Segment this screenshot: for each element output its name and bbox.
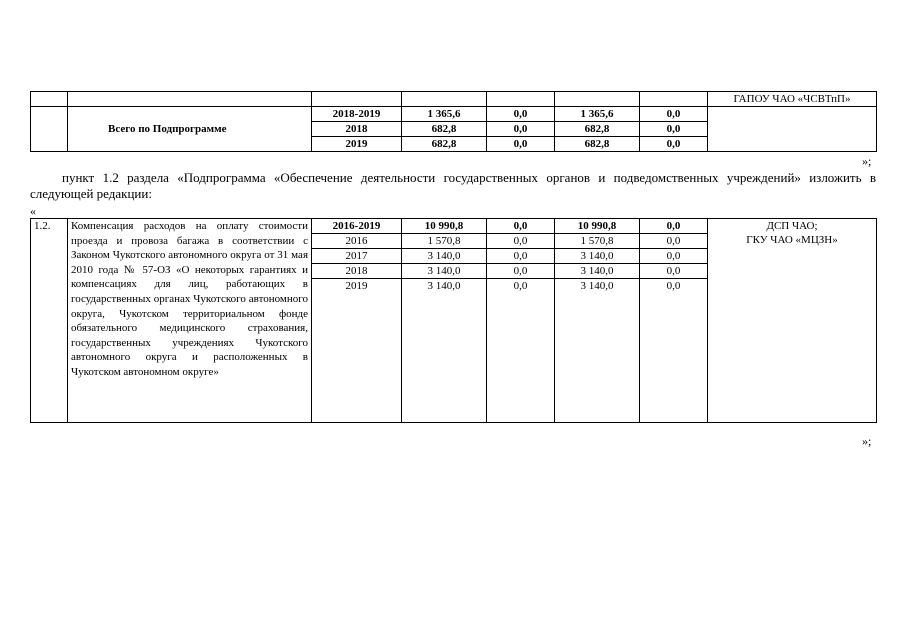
other-cell: 0,0 [640, 234, 708, 249]
other-cell: 0,0 [640, 279, 708, 423]
okrug-cell: 682,8 [555, 122, 640, 137]
total-cell: 3 140,0 [402, 249, 487, 264]
executor-cell [708, 219, 877, 423]
federal-cell: 0,0 [487, 107, 555, 122]
total-label: Всего по Подпрограмме [68, 107, 312, 152]
okrug-cell: 1 365,6 [555, 107, 640, 122]
okrug-cell: 3 140,0 [555, 264, 640, 279]
period-cell: 2019 [312, 279, 402, 423]
measure-table [30, 218, 877, 423]
okrug-cell: 3 140,0 [555, 279, 640, 423]
other-cell: 0,0 [640, 107, 708, 122]
amendment-paragraph [30, 170, 876, 202]
period-cell: 2018-2019 [312, 107, 402, 122]
okrug-cell: 10 990,8 [555, 219, 640, 234]
period-cell: 2018 [312, 264, 402, 279]
federal-cell: 0,0 [487, 219, 555, 234]
executor-cell: ГАПОУ ЧАО «ЧСВТпП» [708, 92, 877, 107]
other-cell: 0,0 [640, 219, 708, 234]
federal-cell: 0,0 [487, 279, 555, 423]
total-cell: 3 140,0 [402, 264, 487, 279]
total-cell: 1 570,8 [402, 234, 487, 249]
federal-cell: 0,0 [487, 137, 555, 152]
okrug-cell: 3 140,0 [555, 249, 640, 264]
period-cell: 2016-2019 [312, 219, 402, 234]
subprogram-total-table [30, 91, 877, 152]
total-cell: 682,8 [402, 122, 487, 137]
period-cell: 2019 [312, 137, 402, 152]
total-cell: 10 990,8 [402, 219, 487, 234]
total-cell: 1 365,6 [402, 107, 487, 122]
period-cell: 2018 [312, 122, 402, 137]
okrug-cell: 682,8 [555, 137, 640, 152]
other-cell: 0,0 [640, 249, 708, 264]
opening-quote: « [30, 204, 36, 218]
federal-cell: 0,0 [487, 234, 555, 249]
federal-cell: 0,0 [487, 122, 555, 137]
federal-cell: 0,0 [487, 264, 555, 279]
closing-quote: »; [862, 434, 872, 448]
other-cell: 0,0 [640, 122, 708, 137]
executor-line: ГКУ ЧАО «МЦЗН» [746, 234, 838, 246]
item-number: 1.2. [31, 219, 68, 423]
total-cell: 682,8 [402, 137, 487, 152]
other-cell: 0,0 [640, 264, 708, 279]
federal-cell: 0,0 [487, 249, 555, 264]
okrug-cell: 1 570,8 [555, 234, 640, 249]
other-cell: 0,0 [640, 137, 708, 152]
paragraph-text: пункт 1.2 раздела «Подпрограмма «Обеспечение деятельности государственных органов и подведомственных учреждений» изложить в следующей редакции: [30, 170, 876, 201]
measure-description: Компенсация расходов на оплату стоимости проезда и провоза багажа в соответствии с Законом Чукотского автономного округа от 31 мая 2010 года № 57-ОЗ «О некоторых гарантиях и компенсациях для лиц, работающих в государственных органах Чукотского автономного округа, Чукотском территориальном фонде обязательного медицинского страхования, государственных учреждениях Чукотского автономного округа и расположенных в Чукотском автономном округе» [68, 219, 312, 423]
total-cell: 3 140,0 [402, 279, 487, 423]
closing-quote: »; [862, 154, 872, 168]
executor-line: ДСП ЧАО; [766, 220, 818, 232]
period-cell: 2017 [312, 249, 402, 264]
period-cell: 2016 [312, 234, 402, 249]
